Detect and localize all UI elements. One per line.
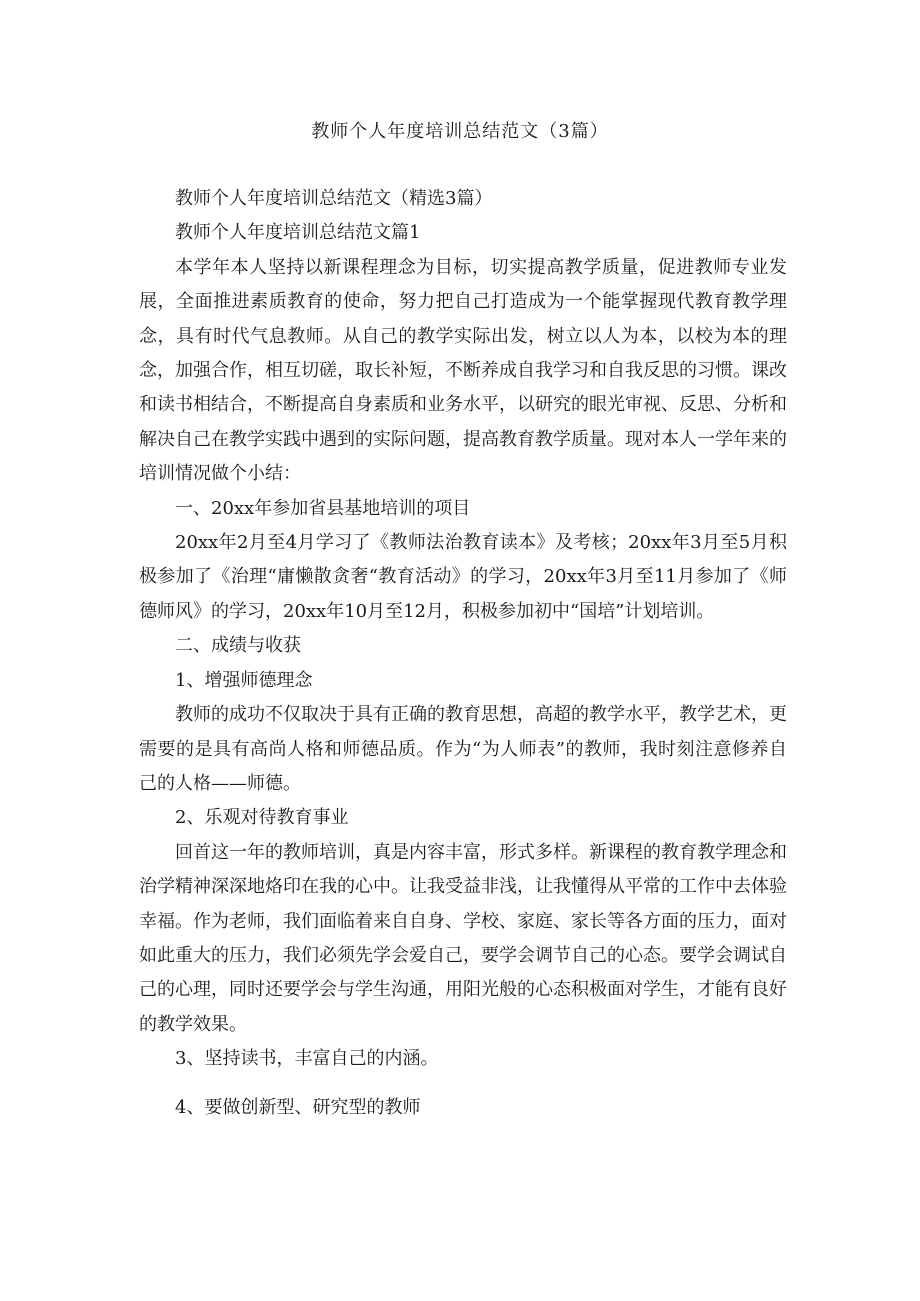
document-title: 教师个人年度培训总结范文（3篇） [311, 121, 609, 142]
subheading-2: 2、乐观对待教育事业 [175, 807, 349, 829]
section-heading-two: 二、成绩与收获 [175, 635, 301, 657]
body-paragraph-optimism: 回首这一年的教师培训，真是内容丰富，形式多样。新课程的教育教学理念和治学精神深深地烙印在我的心中。让我受益非浅，让我懂得从平常的工作中去体验幸福。作为老师，我们面临着来自自身、学校、家庭、家长等各方面的压力，面对如此重大的压力，我们必须先学会爱自己，要学会调节自己的心态。要学会调试自己的心理，同时还要学会与学生沟通，用阳光般的心态积极面对学生，才能有良好的教学效果。 [139, 841, 787, 1035]
subheading-3: 3、坚持读书，丰富自己的内涵。 [175, 1048, 439, 1070]
section-heading-part1: 教师个人年度培训总结范文篇1 [175, 222, 421, 244]
section-heading-one: 一、20xx年参加省县基地培训的项目 [175, 497, 471, 519]
body-paragraph-intro: 本学年本人坚持以新课程理念为目标，切实提高教学质量，促进教师专业发展，全面推进素质教育的使命，努力把自己打造成为一个能掌握现代教育教学理念，具有时代气息教师。从自己的教学实际出发，树立以人为本，以校为本的理念，加强合作，相互切磋，取长补短，不断养成自我学习和自我反思的习惯。课改和读书相结合，不断提高自身素质和业务水平，以研究的眼光审视、反思、分析和解决自己在教学实践中遇到的实际问题，提高教育教学质量。现对本人一学年来的培训情况做个小结： [139, 256, 787, 485]
body-paragraph-ethics: 教师的成功不仅取决于具有正确的教育思想，高超的教学水平，教学艺术，更需要的是具有高尚人格和师德品质。作为“为人师表”的教师，我时刻注意修养自己的人格——师德。 [139, 704, 787, 794]
subtitle-paragraph: 教师个人年度培训总结范文（精选3篇） [175, 188, 493, 209]
document-body [139, 182, 787, 1125]
body-paragraph-training-items: 20xx年2月至4月学习了《教师法治教育读本》及考核；20xx年3月至5月积极参加了《治理“庸懒散贪奢“教育活动》的学习，20xx年3月至11月参加了《师德师风》的学习，20xx年10月至12月，积极参加初中“国培”计划培训。 [139, 532, 787, 622]
subheading-1: 1、增强师德理念 [175, 669, 313, 691]
subheading-4: 4、要做创新型、研究型的教师 [175, 1096, 421, 1118]
